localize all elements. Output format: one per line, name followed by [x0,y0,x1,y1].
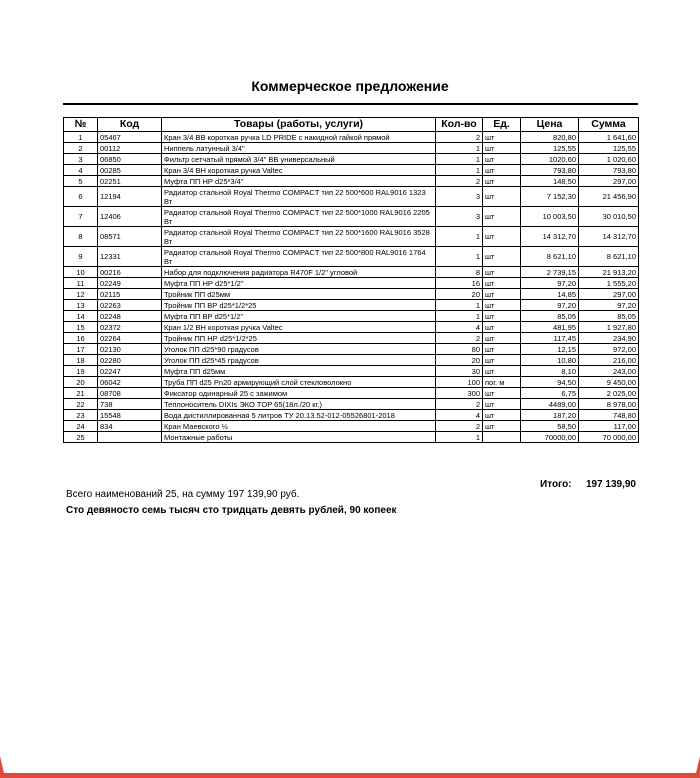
page-bottom-bar [0,773,700,778]
cell-number: 25 [64,432,98,443]
cell-number: 1 [64,132,98,143]
cell-number: 17 [64,344,98,355]
table-row [64,421,639,432]
cell-unit: шт [483,176,521,187]
cell-quantity: 1 [436,154,483,165]
cell-sum: 9 450,00 [579,377,639,388]
cell-sum: 2 025,00 [579,388,639,399]
cell-sum: 297,00 [579,176,639,187]
cell-goods: Радиатор стальной Royal Thermo COMPACT тип 22 500*1600 RAL9016 3528 Вт [162,227,436,247]
cell-unit: шт [483,227,521,247]
cell-price: 12,15 [521,344,579,355]
cell-price: 10 003,50 [521,207,579,227]
cell-sum: 117,00 [579,421,639,432]
table-header-row [64,118,639,132]
cell-number: 13 [64,300,98,311]
cell-price: 14,85 [521,289,579,300]
cell-unit [483,432,521,443]
cell-price: 94,50 [521,377,579,388]
cell-unit: шт [483,410,521,421]
cell-goods: Теплоноситель DIXIs ЭКО TOP 65(18л./20 кг.) [162,399,436,410]
cell-code: 02280 [98,355,162,366]
cell-quantity: 300 [436,388,483,399]
cell-sum: 30 010,50 [579,207,639,227]
cell-sum: 1 927,80 [579,322,639,333]
cell-price: 85,05 [521,311,579,322]
cell-code: 00285 [98,165,162,176]
table-row [64,187,639,207]
table-row [64,399,639,410]
cell-number: 7 [64,207,98,227]
cell-goods: Радиатор стальной Royal Thermo COMPACT тип 22 500*600 RAL9016 1323 Вт [162,187,436,207]
cell-number: 24 [64,421,98,432]
table-row [64,176,639,187]
cell-goods: Муфта ПП НР d25*1/2" [162,278,436,289]
cell-quantity: 80 [436,344,483,355]
cell-sum: 125,55 [579,143,639,154]
cell-unit: шт [483,165,521,176]
summary-line: Всего наименований 25, на сумму 197 139,90 руб. [66,489,300,500]
cell-price: 8 621,10 [521,247,579,267]
cell-number: 23 [64,410,98,421]
page-corner-mark-right [696,756,700,773]
table-row [64,344,639,355]
cell-number: 16 [64,333,98,344]
cell-code: 02247 [98,366,162,377]
cell-code: 02263 [98,300,162,311]
cell-sum: 21 913,20 [579,267,639,278]
cell-sum: 216,00 [579,355,639,366]
cell-quantity: 2 [436,399,483,410]
cell-unit: шт [483,143,521,154]
cell-price: 4489,00 [521,399,579,410]
cell-quantity: 1 [436,165,483,176]
cell-quantity: 3 [436,207,483,227]
header-unit: Ед. [483,118,521,132]
cell-price: 148,50 [521,176,579,187]
cell-price: 70000,00 [521,432,579,443]
cell-code: 834 [98,421,162,432]
header-quantity: Кол-во [436,118,483,132]
table-row [64,388,639,399]
cell-unit: шт [483,187,521,207]
cell-unit: шт [483,421,521,432]
cell-sum: 97,20 [579,300,639,311]
cell-goods: Тройник ПП НР d25*1/2*25 [162,333,436,344]
cell-unit: пог. м [483,377,521,388]
cell-goods: Муфта ПП d25мм [162,366,436,377]
cell-goods: Вода дистиллированная 5 литров ТУ 20.13.52-012-05526801-2018 [162,410,436,421]
cell-price: 97,20 [521,278,579,289]
table-row [64,132,639,143]
cell-code: 738 [98,399,162,410]
table-row [64,311,639,322]
cell-code: 15548 [98,410,162,421]
header-goods: Товары (работы, услуги) [162,118,436,132]
summary-amount-in-words: Сто девяносто семь тысяч сто тридцать девять рублей, 90 копеек [66,505,397,516]
cell-quantity: 30 [436,366,483,377]
cell-sum: 234,90 [579,333,639,344]
cell-quantity: 8 [436,267,483,278]
table-row [64,322,639,333]
cell-goods: Муфта ПП НР d25*3/4" [162,176,436,187]
table-row [64,432,639,443]
cell-code: 02130 [98,344,162,355]
cell-unit: шт [483,132,521,143]
cell-code: 12331 [98,247,162,267]
table-row [64,410,639,421]
table-row [64,247,639,267]
cell-unit: шт [483,300,521,311]
cell-price: 7 152,30 [521,187,579,207]
cell-code: 12406 [98,207,162,227]
cell-price: 8,10 [521,366,579,377]
cell-unit: шт [483,388,521,399]
cell-sum: 21 456,90 [579,187,639,207]
cell-code: 02249 [98,278,162,289]
cell-code [98,432,162,443]
cell-quantity: 2 [436,333,483,344]
cell-price: 58,50 [521,421,579,432]
table-row [64,227,639,247]
cell-quantity: 4 [436,410,483,421]
items-table-body [64,132,639,443]
cell-price: 10,80 [521,355,579,366]
cell-goods: Радиатор стальной Royal Thermo COMPACT тип 22 500*1000 RAL9016 2205 Вт [162,207,436,227]
table-row [64,207,639,227]
cell-unit: шт [483,366,521,377]
cell-price: 6,75 [521,388,579,399]
cell-price: 1020,60 [521,154,579,165]
cell-quantity: 1 [436,300,483,311]
table-row [64,154,639,165]
cell-unit: шт [483,333,521,344]
cell-price: 187,20 [521,410,579,421]
cell-goods: Кран Маевского ½ [162,421,436,432]
cell-unit: шт [483,289,521,300]
cell-goods: Уголок ПП d25*90 градусов [162,344,436,355]
cell-code: 02264 [98,333,162,344]
cell-quantity: 2 [436,176,483,187]
cell-code: 06850 [98,154,162,165]
cell-code: 00112 [98,143,162,154]
cell-quantity: 2 [436,421,483,432]
document-title: Коммерческое предложение [251,78,449,94]
cell-goods: Труба ПП d25 Pn20 армирующий слой стекловолокно [162,377,436,388]
header-sum: Сумма [579,118,639,132]
cell-quantity: 20 [436,355,483,366]
table-row [64,366,639,377]
cell-goods: Кран 3/4 ВН короткая ручка Valtec [162,165,436,176]
cell-code: 05467 [98,132,162,143]
cell-number: 9 [64,247,98,267]
cell-goods: Кран 1/2 ВН короткая ручка Valtec [162,322,436,333]
cell-number: 5 [64,176,98,187]
cell-number: 10 [64,267,98,278]
cell-number: 22 [64,399,98,410]
cell-sum: 297,00 [579,289,639,300]
cell-quantity: 1 [436,311,483,322]
cell-unit: шт [483,267,521,278]
cell-unit: шт [483,207,521,227]
cell-code: 12194 [98,187,162,207]
table-row [64,355,639,366]
cell-number: 15 [64,322,98,333]
cell-sum: 748,80 [579,410,639,421]
cell-sum: 1 555,20 [579,278,639,289]
page-corner-mark-left [0,756,4,773]
cell-goods: Тройник ПП ВР d25*1/2*25 [162,300,436,311]
cell-unit: шт [483,322,521,333]
cell-unit: шт [483,355,521,366]
table-row [64,267,639,278]
cell-goods: Монтажные работы [162,432,436,443]
cell-price: 2 739,15 [521,267,579,278]
cell-goods: Ниппель латунный 3/4" [162,143,436,154]
cell-sum: 243,00 [579,366,639,377]
cell-unit: шт [483,247,521,267]
cell-quantity: 1 [436,143,483,154]
table-row [64,300,639,311]
cell-unit: шт [483,344,521,355]
header-code: Код [98,118,162,132]
cell-quantity: 4 [436,322,483,333]
cell-unit: шт [483,154,521,165]
cell-sum: 70 000,00 [579,432,639,443]
table-row [64,165,639,176]
cell-goods: Кран 3/4 ВВ короткая ручка LD PRIDE с накидной гайкой прямой [162,132,436,143]
cell-goods: Фиксатор одинарный 25 с зажимом [162,388,436,399]
cell-number: 2 [64,143,98,154]
cell-sum: 793,80 [579,165,639,176]
cell-code: 02372 [98,322,162,333]
total-label: Итого: [540,479,572,490]
cell-goods: Уголок ПП d25*45 градусов [162,355,436,366]
cell-unit: шт [483,399,521,410]
title-divider [63,103,638,105]
cell-price: 820,80 [521,132,579,143]
cell-number: 20 [64,377,98,388]
cell-goods: Тройник ПП d25мм [162,289,436,300]
cell-quantity: 2 [436,132,483,143]
cell-code: 08708 [98,388,162,399]
cell-quantity: 1 [436,227,483,247]
cell-number: 14 [64,311,98,322]
cell-number: 6 [64,187,98,207]
cell-number: 12 [64,289,98,300]
cell-sum: 8 978,00 [579,399,639,410]
cell-sum: 14 312,70 [579,227,639,247]
cell-code: 02251 [98,176,162,187]
cell-code: 02115 [98,289,162,300]
cell-unit: шт [483,278,521,289]
header-number: № [64,118,98,132]
cell-quantity: 20 [436,289,483,300]
table-row [64,143,639,154]
cell-price: 793,80 [521,165,579,176]
cell-sum: 972,00 [579,344,639,355]
total-value: 197 139,90 [585,479,636,490]
cell-code: 02248 [98,311,162,322]
cell-goods: Муфта ПП ВР d25*1/2" [162,311,436,322]
cell-number: 8 [64,227,98,247]
cell-unit: шт [483,311,521,322]
cell-price: 97,20 [521,300,579,311]
cell-price: 117,45 [521,333,579,344]
cell-number: 3 [64,154,98,165]
table-row [64,377,639,388]
cell-quantity: 1 [436,247,483,267]
table-row [64,333,639,344]
cell-code: 08571 [98,227,162,247]
cell-price: 125,55 [521,143,579,154]
cell-number: 19 [64,366,98,377]
cell-quantity: 1 [436,432,483,443]
cell-goods: Радиатор стальной Royal Thermo COMPACT тип 22 500*800 RAL9016 1764 Вт [162,247,436,267]
cell-number: 4 [64,165,98,176]
cell-number: 18 [64,355,98,366]
cell-sum: 8 621,10 [579,247,639,267]
items-table [63,117,639,443]
cell-quantity: 3 [436,187,483,207]
cell-price: 481,95 [521,322,579,333]
cell-number: 21 [64,388,98,399]
header-price: Цена [521,118,579,132]
cell-goods: Набор для подключения радиатора R470F 1/2" угловой [162,267,436,278]
table-row [64,278,639,289]
cell-price: 14 312,70 [521,227,579,247]
cell-code: 00216 [98,267,162,278]
cell-quantity: 16 [436,278,483,289]
cell-code: 06042 [98,377,162,388]
cell-number: 11 [64,278,98,289]
cell-sum: 1 641,60 [579,132,639,143]
cell-quantity: 100 [436,377,483,388]
cell-sum: 1 020,60 [579,154,639,165]
cell-sum: 85,05 [579,311,639,322]
table-row [64,289,639,300]
cell-goods: Фильтр сетчатый прямой 3/4" ВВ универсальный [162,154,436,165]
